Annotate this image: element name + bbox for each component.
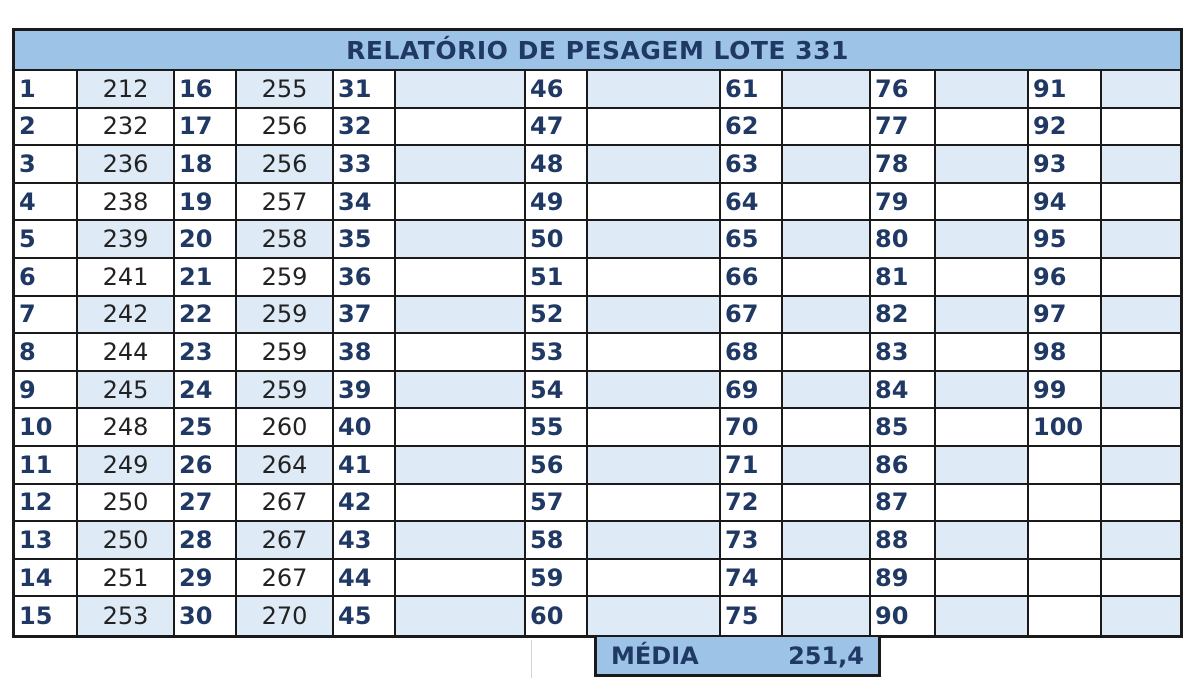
weight-value <box>783 71 871 109</box>
weight-value: 250 <box>78 485 175 523</box>
animal-number: 20 <box>175 221 237 259</box>
animal-number: 98 <box>1029 334 1102 372</box>
animal-number: 23 <box>175 334 237 372</box>
animal-number: 90 <box>871 597 936 635</box>
animal-number: 4 <box>15 184 78 222</box>
weight-value <box>783 334 871 372</box>
weight-value: 249 <box>78 447 175 485</box>
weight-value <box>396 297 526 335</box>
weight-value <box>936 109 1029 147</box>
animal-number: 26 <box>175 447 237 485</box>
weight-value <box>783 597 871 635</box>
weight-value <box>588 221 721 259</box>
weight-value: 253 <box>78 597 175 635</box>
animal-number: 31 <box>334 71 396 109</box>
weight-value <box>783 184 871 222</box>
weight-value <box>1102 109 1180 147</box>
weight-value <box>396 560 526 598</box>
animal-number <box>1029 447 1102 485</box>
animal-number: 91 <box>1029 71 1102 109</box>
animal-number: 76 <box>871 71 936 109</box>
animal-number: 80 <box>871 221 936 259</box>
weight-value <box>783 485 871 523</box>
animal-number: 63 <box>721 146 783 184</box>
animal-number: 41 <box>334 447 396 485</box>
weight-value <box>1102 485 1180 523</box>
animal-number: 46 <box>526 71 588 109</box>
weight-value: 257 <box>237 184 334 222</box>
average-summary <box>594 635 881 677</box>
weight-value <box>1102 297 1180 335</box>
weight-value <box>1102 522 1180 560</box>
weight-value: 259 <box>237 372 334 410</box>
weight-value <box>783 297 871 335</box>
animal-number: 58 <box>526 522 588 560</box>
animal-number: 39 <box>334 372 396 410</box>
weight-value <box>936 297 1029 335</box>
animal-number: 73 <box>721 522 783 560</box>
animal-number: 89 <box>871 560 936 598</box>
animal-number: 66 <box>721 259 783 297</box>
weight-value <box>588 184 721 222</box>
weight-value: 242 <box>78 297 175 335</box>
animal-number: 74 <box>721 560 783 598</box>
weight-value <box>396 109 526 147</box>
cell-divider <box>531 640 532 678</box>
animal-number: 71 <box>721 447 783 485</box>
weight-value: 259 <box>237 297 334 335</box>
weight-value <box>1102 597 1180 635</box>
animal-number: 13 <box>15 522 78 560</box>
weight-value <box>588 372 721 410</box>
weight-value: 248 <box>78 409 175 447</box>
weight-value: 251 <box>78 560 175 598</box>
animal-number: 49 <box>526 184 588 222</box>
animal-number: 69 <box>721 372 783 410</box>
weight-value <box>783 109 871 147</box>
animal-number: 78 <box>871 146 936 184</box>
animal-number: 82 <box>871 297 936 335</box>
weight-value <box>396 597 526 635</box>
animal-number: 56 <box>526 447 588 485</box>
weight-value: 267 <box>237 485 334 523</box>
animal-number: 29 <box>175 560 237 598</box>
animal-number: 8 <box>15 334 78 372</box>
report-title: RELATÓRIO DE PESAGEM LOTE 331 <box>15 31 1180 71</box>
animal-number: 55 <box>526 409 588 447</box>
animal-number: 28 <box>175 522 237 560</box>
animal-number: 5 <box>15 221 78 259</box>
weight-value <box>936 71 1029 109</box>
weight-value <box>396 334 526 372</box>
animal-number: 81 <box>871 259 936 297</box>
animal-number: 100 <box>1029 409 1102 447</box>
weight-value: 256 <box>237 109 334 147</box>
animal-number: 19 <box>175 184 237 222</box>
weight-value <box>936 447 1029 485</box>
weight-value <box>1102 334 1180 372</box>
weight-value <box>783 221 871 259</box>
weight-value <box>1102 259 1180 297</box>
animal-number: 86 <box>871 447 936 485</box>
animal-number: 72 <box>721 485 783 523</box>
weight-value <box>1102 409 1180 447</box>
weight-value <box>936 334 1029 372</box>
weight-value <box>588 447 721 485</box>
animal-number: 62 <box>721 109 783 147</box>
weighing-report-table <box>12 28 1183 638</box>
weight-value <box>396 522 526 560</box>
animal-number: 75 <box>721 597 783 635</box>
weight-value: 232 <box>78 109 175 147</box>
weight-value <box>783 146 871 184</box>
weight-value <box>783 560 871 598</box>
weight-value <box>936 485 1029 523</box>
weight-value: 250 <box>78 522 175 560</box>
weight-value <box>588 109 721 147</box>
average-value: 251,4 <box>788 641 864 670</box>
weight-value <box>783 409 871 447</box>
weight-value <box>1102 71 1180 109</box>
animal-number: 92 <box>1029 109 1102 147</box>
weight-value <box>1102 184 1180 222</box>
animal-number: 38 <box>334 334 396 372</box>
weight-value <box>588 485 721 523</box>
animal-number: 45 <box>334 597 396 635</box>
animal-number: 44 <box>334 560 396 598</box>
animal-number: 60 <box>526 597 588 635</box>
weight-value <box>396 259 526 297</box>
weight-value <box>936 146 1029 184</box>
animal-number: 36 <box>334 259 396 297</box>
animal-number: 14 <box>15 560 78 598</box>
weight-value <box>936 409 1029 447</box>
weight-value: 267 <box>237 522 334 560</box>
animal-number: 11 <box>15 447 78 485</box>
animal-number: 32 <box>334 109 396 147</box>
animal-number: 83 <box>871 334 936 372</box>
animal-number: 70 <box>721 409 783 447</box>
average-label: MÉDIA <box>611 641 699 670</box>
weight-value: 236 <box>78 146 175 184</box>
animal-number: 59 <box>526 560 588 598</box>
animal-number: 3 <box>15 146 78 184</box>
weight-value <box>396 372 526 410</box>
animal-number: 42 <box>334 485 396 523</box>
weight-value <box>936 560 1029 598</box>
animal-number: 24 <box>175 372 237 410</box>
weight-value: 259 <box>237 259 334 297</box>
animal-number: 18 <box>175 146 237 184</box>
animal-number: 95 <box>1029 221 1102 259</box>
animal-number: 37 <box>334 297 396 335</box>
weight-value: 259 <box>237 334 334 372</box>
animal-number: 35 <box>334 221 396 259</box>
weight-value: 212 <box>78 71 175 109</box>
weight-value <box>588 334 721 372</box>
animal-number: 12 <box>15 485 78 523</box>
weight-value <box>936 372 1029 410</box>
weight-value <box>396 71 526 109</box>
weight-value <box>936 522 1029 560</box>
animal-number: 33 <box>334 146 396 184</box>
animal-number: 79 <box>871 184 936 222</box>
animal-number <box>1029 597 1102 635</box>
animal-number: 47 <box>526 109 588 147</box>
weight-value: 241 <box>78 259 175 297</box>
animal-number <box>1029 522 1102 560</box>
weight-value <box>783 259 871 297</box>
animal-number: 48 <box>526 146 588 184</box>
animal-number: 30 <box>175 597 237 635</box>
animal-number: 9 <box>15 372 78 410</box>
animal-number: 64 <box>721 184 783 222</box>
animal-number: 10 <box>15 409 78 447</box>
weight-value <box>396 146 526 184</box>
animal-number: 40 <box>334 409 396 447</box>
weight-value <box>588 597 721 635</box>
animal-number: 43 <box>334 522 396 560</box>
animal-number: 34 <box>334 184 396 222</box>
animal-number: 1 <box>15 71 78 109</box>
weight-value: 267 <box>237 560 334 598</box>
weight-value <box>936 597 1029 635</box>
weight-value <box>1102 372 1180 410</box>
animal-number: 16 <box>175 71 237 109</box>
weight-value <box>588 71 721 109</box>
weight-value: 244 <box>78 334 175 372</box>
animal-number: 2 <box>15 109 78 147</box>
animal-number: 50 <box>526 221 588 259</box>
weight-value <box>588 560 721 598</box>
animal-number: 54 <box>526 372 588 410</box>
weight-value <box>396 485 526 523</box>
animal-number: 68 <box>721 334 783 372</box>
weight-value <box>588 259 721 297</box>
animal-number: 94 <box>1029 184 1102 222</box>
animal-number: 53 <box>526 334 588 372</box>
animal-number: 65 <box>721 221 783 259</box>
animal-number: 61 <box>721 71 783 109</box>
weight-value <box>588 297 721 335</box>
weight-value <box>936 259 1029 297</box>
animal-number: 25 <box>175 409 237 447</box>
weight-value: 258 <box>237 221 334 259</box>
animal-number: 96 <box>1029 259 1102 297</box>
animal-number: 17 <box>175 109 237 147</box>
weight-value: 264 <box>237 447 334 485</box>
animal-number: 67 <box>721 297 783 335</box>
weight-value: 256 <box>237 146 334 184</box>
weight-value: 260 <box>237 409 334 447</box>
animal-number: 99 <box>1029 372 1102 410</box>
weight-value <box>396 447 526 485</box>
weight-value <box>396 221 526 259</box>
weight-value <box>588 146 721 184</box>
weight-value <box>1102 560 1180 598</box>
weight-value: 245 <box>78 372 175 410</box>
weight-value <box>1102 221 1180 259</box>
animal-number: 87 <box>871 485 936 523</box>
animal-number: 88 <box>871 522 936 560</box>
animal-number: 15 <box>15 597 78 635</box>
animal-number: 22 <box>175 297 237 335</box>
weight-value <box>783 372 871 410</box>
animal-number: 6 <box>15 259 78 297</box>
weight-grid <box>15 71 1180 635</box>
animal-number: 7 <box>15 297 78 335</box>
animal-number: 21 <box>175 259 237 297</box>
weight-value <box>1102 447 1180 485</box>
animal-number: 77 <box>871 109 936 147</box>
weight-value <box>936 221 1029 259</box>
animal-number <box>1029 485 1102 523</box>
animal-number: 57 <box>526 485 588 523</box>
animal-number: 97 <box>1029 297 1102 335</box>
animal-number: 85 <box>871 409 936 447</box>
weight-value <box>783 447 871 485</box>
weight-value: 238 <box>78 184 175 222</box>
animal-number: 51 <box>526 259 588 297</box>
animal-number <box>1029 560 1102 598</box>
weight-value <box>783 522 871 560</box>
weight-value <box>1102 146 1180 184</box>
animal-number: 93 <box>1029 146 1102 184</box>
weight-value <box>396 184 526 222</box>
weight-value: 255 <box>237 71 334 109</box>
weight-value: 270 <box>237 597 334 635</box>
weight-value <box>396 409 526 447</box>
weight-value <box>588 522 721 560</box>
animal-number: 27 <box>175 485 237 523</box>
weight-value: 239 <box>78 221 175 259</box>
animal-number: 52 <box>526 297 588 335</box>
weight-value <box>588 409 721 447</box>
weight-value <box>936 184 1029 222</box>
animal-number: 84 <box>871 372 936 410</box>
